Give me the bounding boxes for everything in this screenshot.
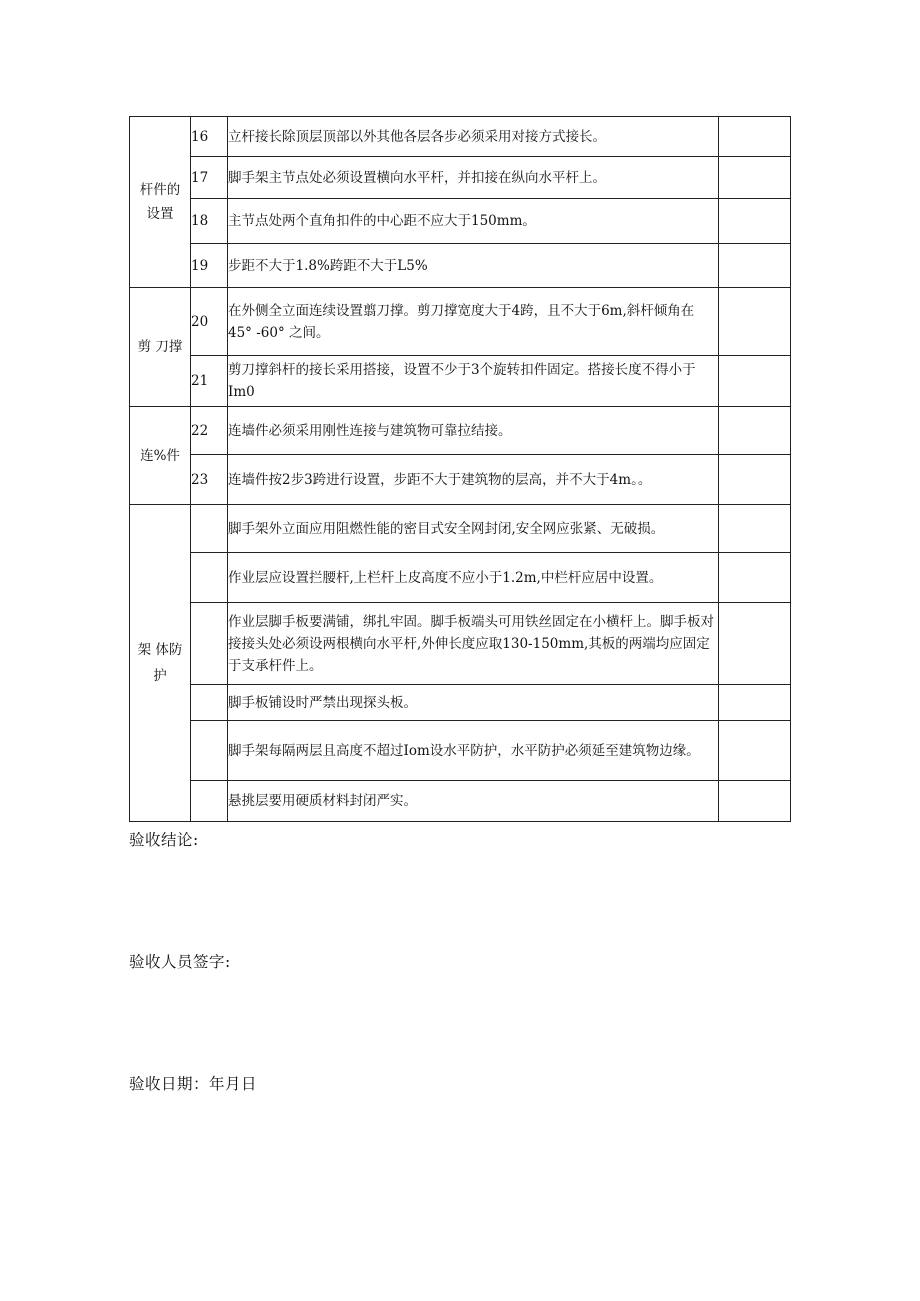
acceptance-conclusion-label: 验收结论:: [129, 831, 199, 849]
requirement-text: 脚手架外立面应用阻燃性能的密目式安全网封闭,安全网应张紧、无破损。: [228, 505, 719, 553]
row-number: 19: [191, 244, 228, 288]
requirement-text: 脚手架主节点处必须设置横向水平杆，并扣接在纵向水平杆上。: [228, 157, 719, 199]
row-number: [191, 781, 228, 822]
row-number: 20: [191, 288, 228, 356]
result-cell: [719, 288, 791, 356]
result-cell: [719, 244, 791, 288]
category-cell: [130, 117, 191, 288]
table-row: [130, 244, 791, 288]
result-cell: [719, 117, 791, 157]
table-row: [130, 781, 791, 822]
table-row: [130, 288, 791, 356]
table-row: [130, 356, 791, 407]
result-cell: [719, 721, 791, 781]
row-number: 23: [191, 455, 228, 505]
acceptance-date-label: 验收日期：年月日: [129, 1075, 258, 1093]
requirement-text: 悬挑层要用硬质材料封闭严实。: [228, 781, 719, 822]
table-row: [130, 157, 791, 199]
row-number: [191, 721, 228, 781]
result-cell: [719, 685, 791, 721]
category-label: 杆件的设置: [139, 182, 181, 222]
row-number: 21: [191, 356, 228, 407]
table-row: [130, 455, 791, 505]
category-cell: [130, 407, 191, 505]
requirement-text: 立杆接长除顶层顶部以外其他各层各步必须采用对接方式接长。: [228, 117, 719, 157]
result-cell: [719, 603, 791, 685]
row-number: 22: [191, 407, 228, 455]
result-cell: [719, 157, 791, 199]
table-row: [130, 603, 791, 685]
requirement-text: 在外侧全立面连续设置翦刀撑。剪刀撑宽度大于4跨，且不大于6m,斜杆倾角在45° -60° 之间。: [228, 288, 719, 356]
inspection-table: [129, 116, 791, 822]
table-row: [130, 553, 791, 603]
row-number: 18: [191, 199, 228, 244]
row-number: 16: [191, 117, 228, 157]
row-number: [191, 603, 228, 685]
result-cell: [719, 356, 791, 407]
result-cell: [719, 553, 791, 603]
requirement-text: 脚手架每隔两层且高度不超过Iom设水平防护，水平防护必须延至建筑物边缘。: [228, 721, 719, 781]
category-label: 连%件: [140, 447, 180, 464]
result-cell: [719, 199, 791, 244]
result-cell: [719, 407, 791, 455]
category-cell: [130, 288, 191, 407]
requirement-text: 剪刀撑斜杆的接长采用搭接，设置不少于3个旋转扣件固定。搭接长度不得小于Im0: [228, 356, 719, 407]
requirement-text: 主节点处两个直角扣件的中心距不应大于150mm。: [228, 199, 719, 244]
row-number: [191, 553, 228, 603]
category-cell: [130, 505, 191, 822]
row-number: [191, 505, 228, 553]
table-row: [130, 505, 791, 553]
result-cell: [719, 505, 791, 553]
table-row: [130, 199, 791, 244]
result-cell: [719, 455, 791, 505]
inspector-signature-label: 验收人员签字:: [129, 953, 231, 971]
table-row: [130, 117, 791, 157]
category-label: 剪 刀撑: [137, 339, 183, 355]
result-cell: [719, 781, 791, 822]
requirement-text: 步距不大于1.8%跨距不大于L5%: [228, 244, 719, 288]
requirement-text: 作业层脚手板要满铺，绑扎牢固。脚手板端头可用铁丝固定在小横杆上。脚手板对接接头处必须设两根横向水平杆,外伸长度应取130-150mm,其板的两端均应固定于支承杆件上。: [228, 603, 719, 685]
requirement-text: 脚手板铺设时严禁出现探头板。: [228, 685, 719, 721]
table-row: [130, 407, 791, 455]
category-label: 架 体防护: [137, 642, 183, 684]
requirement-text: 作业层应设置拦腰杆,上栏杆上皮高度不应小于1.2m,中栏杆应居中设置。: [228, 553, 719, 603]
requirement-text: 连墙件按2步3跨进行设置，步距不大于建筑物的层高，并不大于4m。。: [228, 455, 719, 505]
requirement-text: 连墙件必须采用刚性连接与建筑物可靠拉结接。: [228, 407, 719, 455]
row-number: [191, 685, 228, 721]
row-number: 17: [191, 157, 228, 199]
table-row: [130, 721, 791, 781]
table-row: [130, 685, 791, 721]
